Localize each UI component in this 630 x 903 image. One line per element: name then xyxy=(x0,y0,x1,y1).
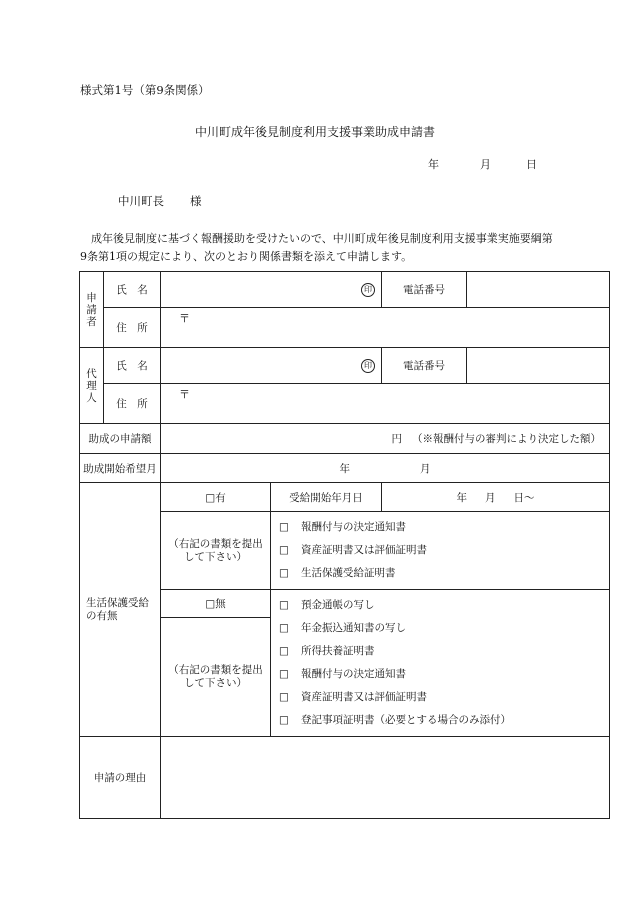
addressee-name: 中川町長 xyxy=(118,194,164,208)
welfare-no-option[interactable]: □無 xyxy=(161,590,271,618)
agent-name-field[interactable] xyxy=(161,348,382,384)
applicant-name-field[interactable] xyxy=(161,272,382,308)
amount-note: （※報酬付与の審判により決定した額） xyxy=(412,433,601,445)
postal-mark: 〒 xyxy=(179,312,190,325)
date-day-label: 日 xyxy=(526,158,537,171)
checkbox-icon[interactable]: □ xyxy=(279,544,289,556)
start-month-year: 年 xyxy=(339,462,350,475)
checkbox-icon[interactable]: □ xyxy=(279,567,289,579)
date-month-label: 月 xyxy=(480,158,491,171)
document-title: 中川町成年後見制度利用支援事業助成申請書 xyxy=(194,125,435,139)
doc-checklist-item[interactable] xyxy=(279,617,609,640)
checkbox-icon[interactable]: □ xyxy=(279,668,289,680)
doc-item-label: 登記事項証明書（必要とする場合のみ添付） xyxy=(301,714,511,726)
doc-checklist-item[interactable] xyxy=(279,686,609,709)
doc-item-label: 年金振込通知書の写し xyxy=(301,622,406,634)
welfare-start-label: 受給開始年月日 xyxy=(271,483,382,512)
agent-address-field[interactable] xyxy=(161,384,610,424)
applicant-phone-label: 電話番号 xyxy=(382,272,467,308)
reason-field[interactable] xyxy=(161,737,610,819)
welfare-no-note: （右記の書類を提出して下さい） xyxy=(161,618,271,737)
addressee-suffix: 様 xyxy=(190,194,202,208)
checkbox-icon[interactable]: □ xyxy=(279,521,289,533)
postal-mark: 〒 xyxy=(179,388,190,401)
addressee xyxy=(118,193,202,209)
agent-phone-field[interactable] xyxy=(467,348,610,384)
start-month-label: 助成開始希望月 xyxy=(80,454,161,483)
welfare-no-doc-list xyxy=(271,590,610,737)
doc-item-label: 生活保護受給証明書 xyxy=(301,567,396,579)
agent-name-row xyxy=(80,348,610,384)
applicant-section-label: 申請者 xyxy=(80,272,104,348)
welfare-yes-row xyxy=(80,483,610,512)
agent-phone-label: 電話番号 xyxy=(382,348,467,384)
checkbox-icon[interactable]: □ xyxy=(279,714,289,726)
amount-unit: 円 xyxy=(391,433,402,445)
welfare-yes-option[interactable]: □有 xyxy=(161,483,271,512)
checkbox-icon[interactable]: □ xyxy=(279,645,289,657)
doc-item-label: 所得扶養証明書 xyxy=(301,645,375,657)
doc-checklist-item[interactable] xyxy=(279,562,609,585)
doc-checklist-item[interactable] xyxy=(279,516,609,539)
applicant-address-label: 住 所 xyxy=(104,308,161,348)
amount-row xyxy=(80,424,610,454)
applicant-phone-field[interactable] xyxy=(467,272,610,308)
welfare-label: 生活保護受給の有無 xyxy=(80,483,161,737)
start-month-row xyxy=(80,454,610,483)
doc-checklist-item[interactable] xyxy=(279,709,609,732)
doc-checklist-item[interactable] xyxy=(279,539,609,562)
reason-row xyxy=(80,737,610,819)
form-number: 様式第1号（第9条関係） xyxy=(80,83,210,97)
doc-checklist-item[interactable] xyxy=(279,663,609,686)
checkbox-icon[interactable]: □ xyxy=(279,622,289,634)
doc-item-label: 報酬付与の決定通知書 xyxy=(301,521,406,533)
applicant-name-row xyxy=(80,272,610,308)
checkbox-icon[interactable]: □ xyxy=(279,691,289,703)
amount-field[interactable] xyxy=(161,424,610,454)
doc-item-label: 資産証明書又は評価証明書 xyxy=(301,691,427,703)
body-text: 成年後見制度に基づく報酬援助を受けたいので、中川町成年後見制度利用支援事業実施要綱第9条第1項の規定により、次のとおり関係書類を添えて申請します。 xyxy=(80,232,553,263)
agent-name-label: 氏 名 xyxy=(104,348,161,384)
start-month-month: 月 xyxy=(420,462,431,475)
seal-icon: 印 xyxy=(361,283,375,297)
welfare-start-date-field[interactable] xyxy=(382,483,610,512)
welfare-start-year: 年 xyxy=(456,491,467,504)
reason-label: 申請の理由 xyxy=(80,737,161,819)
welfare-start-day: 日～ xyxy=(513,491,535,504)
doc-checklist-item[interactable] xyxy=(279,640,609,663)
application-form-table xyxy=(79,271,610,819)
welfare-yes-doc-list xyxy=(271,512,610,590)
welfare-yes-note: （右記の書類を提出して下さい） xyxy=(161,512,271,590)
amount-label: 助成の申請額 xyxy=(80,424,161,454)
applicant-address-row xyxy=(80,308,610,348)
seal-icon: 印 xyxy=(361,359,375,373)
agent-address-label: 住 所 xyxy=(104,384,161,424)
doc-item-label: 資産証明書又は評価証明書 xyxy=(301,544,427,556)
checkbox-icon[interactable]: □ xyxy=(279,599,289,611)
welfare-start-month: 月 xyxy=(485,491,496,504)
doc-checklist-item[interactable] xyxy=(279,594,609,617)
doc-item-label: 報酬付与の決定通知書 xyxy=(301,668,406,680)
doc-item-label: 預金通帳の写し xyxy=(301,599,375,611)
agent-address-row xyxy=(80,384,610,424)
start-month-field[interactable] xyxy=(161,454,610,483)
applicant-address-field[interactable] xyxy=(161,308,610,348)
date-year-label: 年 xyxy=(428,158,439,171)
applicant-name-label: 氏 名 xyxy=(104,272,161,308)
agent-section-label: 代理人 xyxy=(80,348,104,424)
